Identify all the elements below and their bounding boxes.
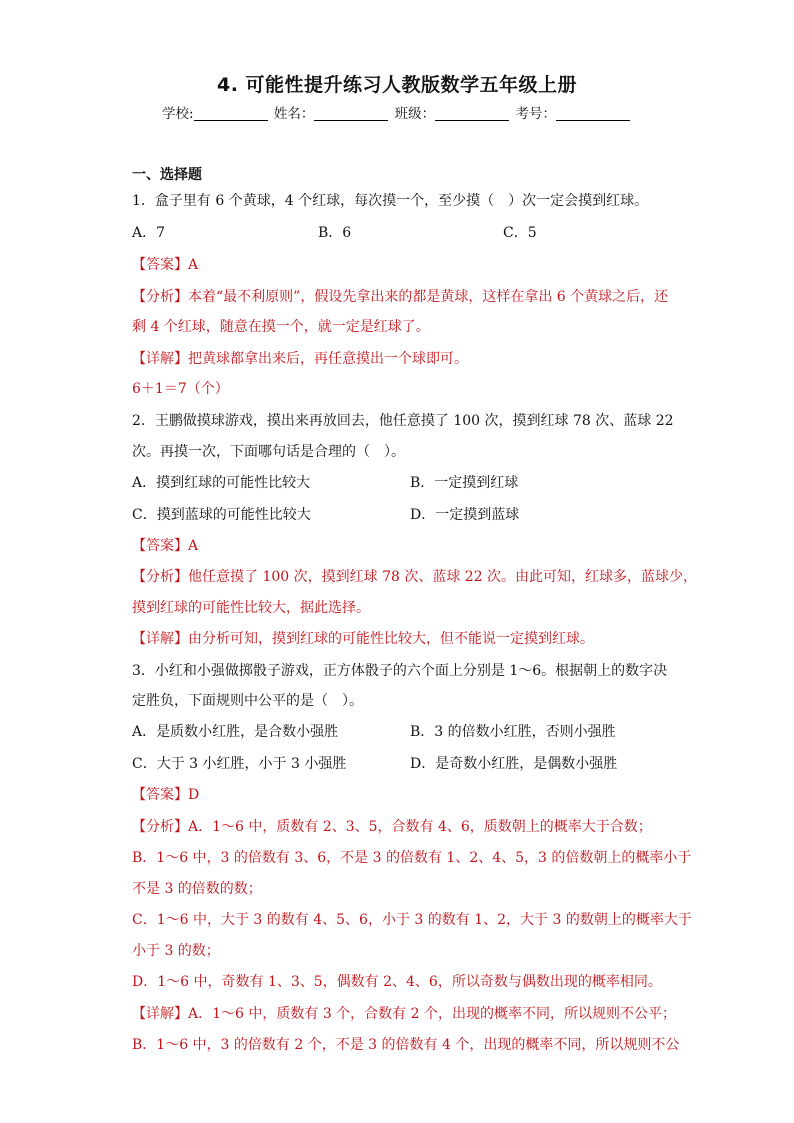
q2-stem: 2．王鹏做摸球游戏，摸出来再放回去，他任意摸了 100 次，摸到红球 78 次、蓝球 22 <box>132 413 674 429</box>
detail-tag: 【详解】 <box>132 351 188 367</box>
q3-analysis-line: C．1～6 中，大于 3 的数有 4、5、6，小于 3 的数有 1、2，大于 3 的数朝上的概率大于 <box>132 912 692 928</box>
analysis-tag: 【分析】 <box>132 569 188 585</box>
answer-value: D <box>188 787 200 803</box>
q2-detail-line <box>132 630 594 648</box>
q3-option-b: B．3 的倍数小红胜，否则小强胜 <box>410 724 616 740</box>
student-info-line <box>0 102 794 122</box>
detail-tag: 【详解】 <box>132 631 188 647</box>
q1-analysis-line <box>132 288 668 306</box>
q3-analysis-line: B．1～6 中，3 的倍数有 3、6，不是 3 的倍数有 1、2、4、5，3 的倍数朝上的概率小于 <box>132 850 692 866</box>
analysis-text: A．1～6 中，质数有 2、3、5，合数有 4、6，质数朝上的概率大于合数； <box>188 819 652 835</box>
q2-stem: 次。再摸一次，下面哪句话是合理的（ ）。 <box>132 444 405 460</box>
page-title: 4. 可能性提升练习人教版数学五年级上册 <box>216 74 578 96</box>
detail-text: 由分析可知，摸到红球的可能性比较大，但不能说一定摸到红球。 <box>188 631 594 647</box>
analysis-text: 本着“最不利原则”，假设先拿出来的都是黄球，这样在拿出 6 个黄球之后，还 <box>188 289 669 305</box>
class-blank[interactable] <box>435 106 509 121</box>
q2-option-b: B．一定摸到红球 <box>410 475 519 491</box>
q1-answer <box>132 256 198 274</box>
name-blank[interactable] <box>314 106 388 121</box>
school-blank[interactable] <box>194 106 268 121</box>
q1-detail-line <box>132 350 468 368</box>
answer-tag: 【答案】 <box>132 257 188 273</box>
q1-stem: 1．盒子里有 6 个黄球，4 个红球，每次摸一个，至少摸（ ）次一定会摸到红球。 <box>132 193 649 209</box>
answer-value: A <box>188 538 199 554</box>
q3-stem: 3．小红和小强做掷骰子游戏，正方体骰子的六个面上分别是 1～6。根据朝上的数字决 <box>132 663 668 679</box>
name-label: 姓名： <box>273 106 315 122</box>
exam-no-label: 考号： <box>515 106 556 122</box>
q3-analysis-line: D．1～6 中，奇数有 1、3、5，偶数有 2、4、6，所以奇数与偶数出现的概率相同。 <box>132 974 662 990</box>
q1-option-a: A．7 <box>132 225 166 241</box>
q2-answer <box>132 537 198 555</box>
q1-analysis-line: 剩 4 个红球，随意在摸一个，就一定是红球了。 <box>132 319 430 335</box>
answer-value: A <box>188 257 199 273</box>
q2-analysis-line <box>132 568 697 586</box>
analysis-tag: 【分析】 <box>132 819 188 835</box>
answer-tag: 【答案】 <box>132 787 188 803</box>
detail-tag: 【详解】 <box>132 1006 188 1022</box>
exam-no-blank[interactable] <box>556 106 630 121</box>
q3-analysis-line <box>132 818 652 836</box>
q3-detail-line <box>132 1005 676 1023</box>
q2-option-d: D．一定摸到蓝球 <box>410 507 520 523</box>
analysis-text: 他任意摸了 100 次，摸到红球 78 次、蓝球 22 次。由此可知，红球多，蓝球少， <box>188 569 698 585</box>
q3-answer <box>132 786 199 804</box>
q1-option-b: B．6 <box>318 225 352 241</box>
q1-calc: 6＋1＝7（个） <box>132 381 229 397</box>
q3-analysis-line: 小于 3 的数； <box>132 943 220 959</box>
q3-detail-line: B．1～6 中，3 的倍数有 2 个，不是 3 的倍数有 4 个，出现的概率不同，所以规则不公 <box>132 1037 680 1053</box>
q3-option-d: D．是奇数小红胜，是偶数小强胜 <box>410 756 618 772</box>
detail-text: 把黄球都拿出来后，再任意摸出一个球即可。 <box>188 351 468 367</box>
q2-analysis-line: 摸到红球的可能性比较大，据此选择。 <box>132 600 370 616</box>
q2-option-a: A．摸到红球的可能性比较大 <box>132 475 311 491</box>
q3-option-c: C．大于 3 小红胜，小于 3 小强胜 <box>132 756 347 772</box>
answer-tag: 【答案】 <box>132 538 188 554</box>
q1-option-c: C．5 <box>503 225 537 241</box>
analysis-tag: 【分析】 <box>132 289 188 305</box>
q3-option-a: A．是质数小红胜，是合数小强胜 <box>132 724 339 740</box>
q3-stem: 定胜负，下面规则中公平的是（ ）。 <box>132 693 363 709</box>
detail-text: A．1～6 中，质数有 3 个，合数有 2 个，出现的概率不同，所以规则不公平； <box>188 1006 676 1022</box>
section-heading: 一、选择题 <box>132 167 202 183</box>
q3-analysis-line: 不是 3 的倍数的数； <box>132 881 262 897</box>
class-label: 班级： <box>394 106 436 122</box>
q2-option-c: C．摸到蓝球的可能性比较大 <box>132 507 311 523</box>
school-label: 学校: <box>162 106 194 122</box>
